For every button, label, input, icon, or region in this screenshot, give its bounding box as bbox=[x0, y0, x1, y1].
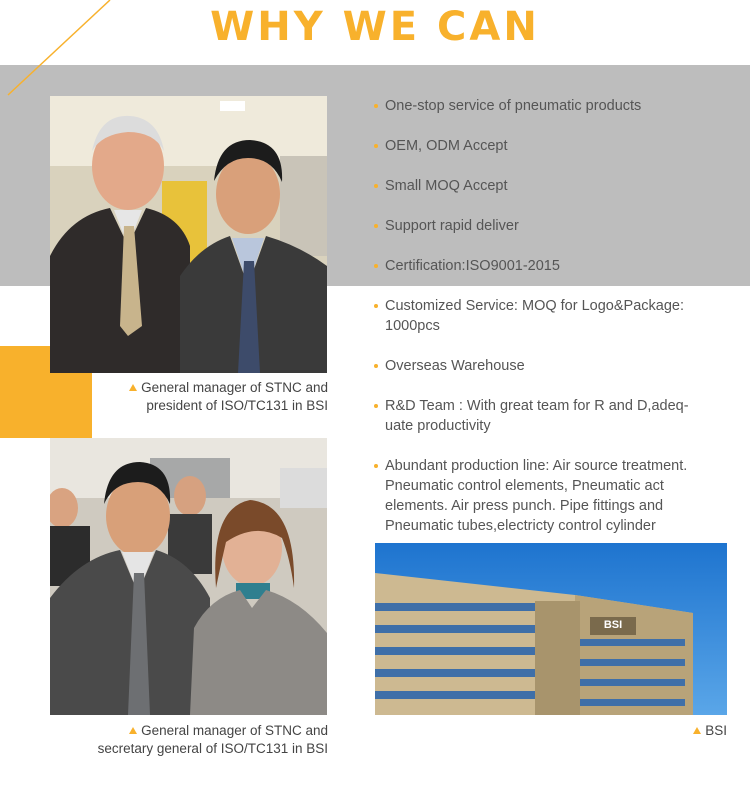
bullet-dot-icon bbox=[374, 184, 378, 188]
feature-item: Abundant production line: Air source treatment. Pneumatic control elements, Pneumatic act elements. Air press punch. Pipe fittings and Pneumatic tubes,electricty control cylinder bbox=[372, 456, 732, 536]
feature-item: Small MOQ Accept bbox=[372, 176, 732, 196]
features-list bbox=[372, 96, 732, 536]
feature-item: Support rapid deliver bbox=[372, 216, 732, 236]
triangle-bullet-icon bbox=[129, 384, 137, 391]
bullet-dot-icon bbox=[374, 464, 378, 468]
triangle-bullet-icon bbox=[129, 727, 137, 734]
photo-bsi-building bbox=[375, 543, 727, 715]
photo-handshake-secretary bbox=[50, 438, 327, 715]
feature-item: OEM, ODM Accept bbox=[372, 136, 732, 156]
bullet-dot-icon bbox=[374, 104, 378, 108]
feature-item: R&D Team : With great team for R and D,adeq- uate productivity bbox=[372, 396, 732, 436]
feature-item: Customized Service: MOQ for Logo&Package: 1000pcs bbox=[372, 296, 732, 336]
triangle-bullet-icon bbox=[693, 727, 701, 734]
bsi-building-sign: BSI bbox=[603, 619, 623, 631]
bullet-dot-icon bbox=[374, 304, 378, 308]
feature-item: Certification:ISO9001-2015 bbox=[372, 256, 732, 276]
photo-caption-bsi: BSI bbox=[600, 722, 727, 740]
bullet-dot-icon bbox=[374, 404, 378, 408]
bullet-dot-icon bbox=[374, 364, 378, 368]
bullet-dot-icon bbox=[374, 144, 378, 148]
photo-handshake-president bbox=[50, 96, 327, 373]
photo-caption-secretary: General manager of STNC and secretary general of ISO/TC131 in BSI bbox=[97, 723, 328, 756]
feature-item: One-stop service of pneumatic products bbox=[372, 96, 732, 116]
page-title: WHY WE CAN bbox=[210, 4, 540, 50]
bullet-dot-icon bbox=[374, 264, 378, 268]
photo-caption-president: General manager of STNC and president of ISO/TC131 in BSI bbox=[60, 379, 328, 415]
feature-item: Overseas Warehouse bbox=[372, 356, 732, 376]
bullet-dot-icon bbox=[374, 224, 378, 228]
